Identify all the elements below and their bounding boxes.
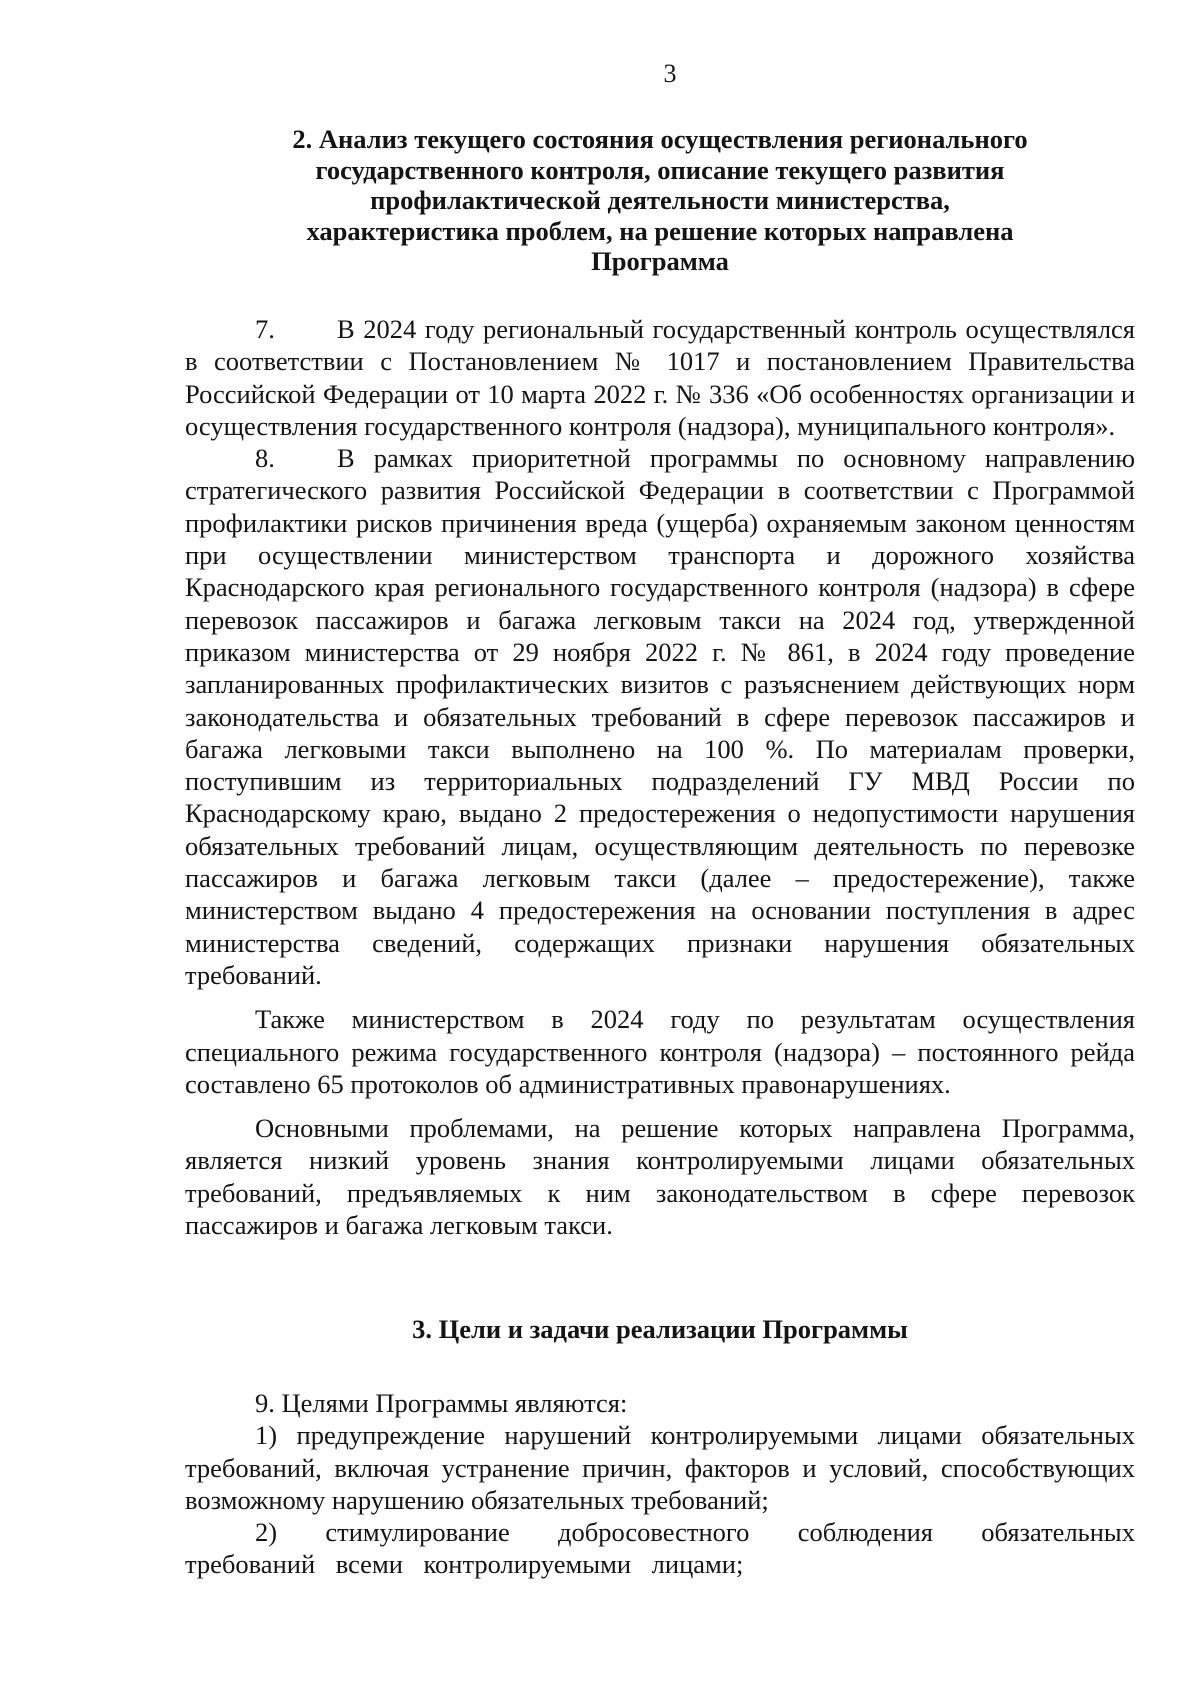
paragraph-protocols: Также министерством в 2024 году по результатам осуществления специального режима государственного контроля (надзора) – постоянного рейда составлено 65 протоколов об административных правонарушениях. [185,1004,1135,1099]
item-text: В рамках приоритетной программы по основному направлению стратегического развития Российской Федерации в соответствии с Программой профилактики рисков причинения вреда (ущерба) охраняемым законом ценностям при осуществлении министерством транспорта и дорожного хозяйства Краснодарского края регионального государственного контроля (надзора) в сфере перевозок пассажиров и багажа легковым такси на 2024 год, утвержденной приказом министерства от 29 ноября 2022 г. № 861, в 2024 году проведение запланированных профилактических визитов с разъяснением действующих норм законодательства и обязательных требований в сфере перевозок пассажиров и багажа легковыми такси выполнено на 100 %. По материалам проверки, поступившим из территориальных подразделений ГУ МВД России по Краснодарскому краю, выдано 2 предостережения о недопустимости нарушения обязательных требований лицам, осуществляющим деятельность по перевозке пассажиров и багажа легковым такси (далее – предостережение), также министерством выдано 4 предостережения на основании поступления в адрес министерства сведений, содержащих признаки нарушения обязательных требований. [185,443,1135,990]
list-item-goal-1: 1) предупреждение нарушений контролируемыми лицами обязательных требований, включая устранение причин, факторов и условий, способствующих возможному нарушению обязательных требований; [185,1420,1135,1515]
section-3-heading [180,1314,1140,1345]
section-2-heading-line: характеристика проблем, на решение которых направлена [306,215,1014,246]
paragraph-item-7 [185,313,1135,442]
section-2-body [185,313,1135,1241]
section-3-body [185,1387,1135,1581]
item-number: 8. [255,443,275,474]
section-2-heading-line: Программа [591,246,729,276]
list-item-goal-2: 2) стимулирование добросовестного соблюдения обязательных требований всеми контролируемыми лицами; [185,1517,1135,1580]
item-text: В 2024 году региональный государственный контроль осуществлялся в соответствии с Постановлением № 1017 и постановлением Правительства Российской Федерации от 10 марта 2022 г. № 336 «Об особенностях организации и осуществления государственного контроля (надзора), муниципального контроля». [185,314,1135,441]
paragraph-item-8 [185,442,1135,991]
section-2-heading [180,124,1140,277]
paragraph-problems: Основными проблемами, на решение которых направлена Программа, является низкий уровень знания контролируемыми лицами обязательных требований, предъявляемых к ним законодательством в сфере перевозок пассажиров и багажа легковым такси. [185,1113,1135,1241]
section-3-heading-line: 3. Цели и задачи реализации Программы [412,1314,908,1344]
section-2-heading-line: государственного контроля, описание текущего развития [315,154,1005,185]
section-2-heading-line: 2. Анализ текущего состояния осуществления регионального [292,124,1028,154]
page-number: 3 [663,59,677,88]
paragraph-item-9: 9. Целями Программы являются: [255,1388,628,1418]
section-2-heading-line: профилактической деятельности министерства, [370,185,950,215]
item-number: 7. [255,314,275,344]
